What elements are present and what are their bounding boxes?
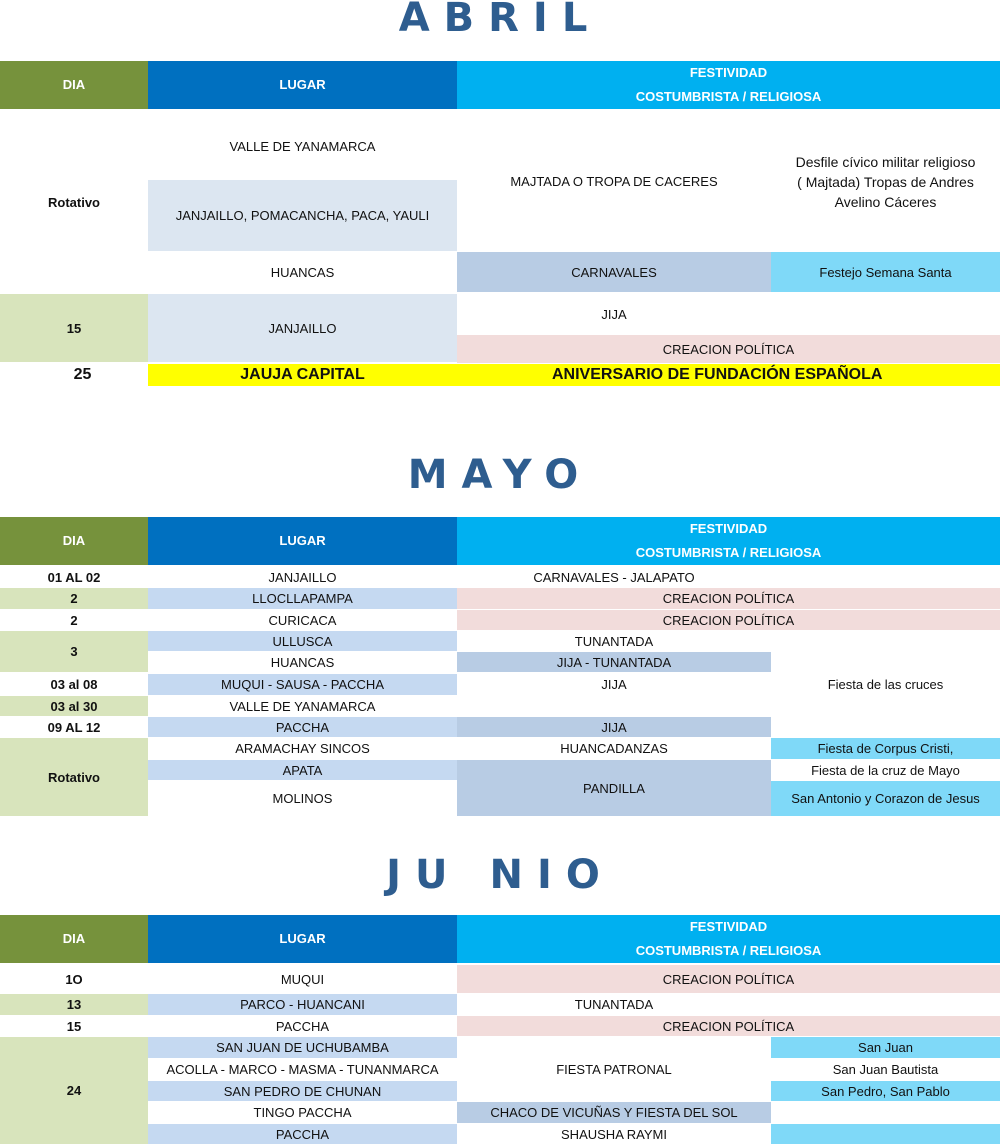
abril-janjaillo-group: JANJAILLO, POMACANCHA, PACA, YAULI <box>148 180 457 251</box>
abril-jija: JIJA <box>601 306 627 322</box>
junio-fiesta-patronal: FIESTA PATRONAL <box>556 1061 672 1077</box>
mayo-valle-yanamarca: VALLE DE YANAMARCA <box>229 698 376 714</box>
mayo-cruz-mayo: Fiesta de la cruz de Mayo <box>811 762 960 778</box>
mayo-header-festividad-line2: COSTUMBRISTA / RELIGIOSA <box>635 545 822 560</box>
mayo-san-antonio: San Antonio y Corazon de Jesus <box>771 781 1000 816</box>
mayo-creacion-1: CREACION POLÍTICA <box>457 588 1000 609</box>
mayo-carnavales-jalapato: CARNAVALES - JALAPATO <box>533 569 695 585</box>
mayo-header-festividad-line1: FESTIVIDAD <box>689 521 768 536</box>
header-lugar: LUGAR <box>148 61 457 109</box>
abril-desfile-line1: Desfile cívico militar religioso <box>795 153 976 170</box>
junio-dia-13: 13 <box>0 994 148 1015</box>
junio-chaco-vicunas: CHACO DE VICUÑAS Y FIESTA DEL SOL <box>457 1102 771 1123</box>
abril-creacion-politica: CREACION POLÍTICA <box>457 335 1000 363</box>
mayo-jija-2: JIJA <box>457 717 771 737</box>
mayo-pandilla: PANDILLA <box>457 760 771 816</box>
mayo-muqui: MUQUI - SAUSA - PACCHA <box>148 674 457 695</box>
junio-paccha-2: PACCHA <box>148 1124 457 1144</box>
month-title-abril: ABRIL <box>398 0 602 41</box>
junio-san-juan-bautista: San Juan Bautista <box>832 1062 939 1077</box>
mayo-jija-1: JIJA <box>601 677 627 692</box>
abril-dia-25: 25 <box>73 366 92 383</box>
mayo-huancadanzas: HUANCADANZAS <box>560 741 668 756</box>
abril-majtada: MAJTADA O TROPA DE CACERES <box>510 174 718 189</box>
junio-san-pedro-chunan: SAN PEDRO DE CHUNAN <box>148 1081 457 1101</box>
mayo-dia-03-08: 03 al 08 <box>50 677 98 692</box>
mayo-molinos: MOLINOS <box>272 791 333 806</box>
mayo-ullusca: ULLUSCA <box>148 631 457 651</box>
mayo-paccha: PACCHA <box>148 717 457 737</box>
mayo-apata: APATA <box>148 760 457 780</box>
abril-valle-yanamarca: VALLE DE YANAMARCA <box>229 138 376 154</box>
mayo-curicaca: CURICACA <box>268 612 337 628</box>
month-title-junio: JU NIO <box>386 852 614 898</box>
mayo-dia-09-12: 09 AL 12 <box>47 719 101 735</box>
junio-empty-cyan <box>771 1124 1000 1144</box>
abril-desfile-line3: Avelino Cáceres <box>834 193 937 210</box>
abril-rotativo: Rotativo <box>48 194 100 210</box>
abril-desfile <box>771 112 1000 251</box>
junio-dia-10: 1O <box>65 971 83 987</box>
mayo-dia-01-02: 01 AL 02 <box>47 569 101 585</box>
mayo-fiesta-cruces: Fiesta de las cruces <box>827 676 944 692</box>
junio-san-juan: San Juan <box>771 1037 1000 1058</box>
mayo-aramachay: ARAMACHAY SINCOS <box>235 741 370 756</box>
month-title-mayo: MAYO <box>407 452 593 498</box>
junio-header-festividad-line1: FESTIVIDAD <box>689 919 768 934</box>
junio-tingo-paccha: TINGO PACCHA <box>253 1105 352 1120</box>
junio-paccha-1: PACCHA <box>275 1018 330 1034</box>
mayo-jija-tunantada: JIJA - TUNANTADA <box>457 652 771 672</box>
junio-muqui: MUQUI <box>280 971 325 987</box>
abril-janjaillo: JANJAILLO <box>148 294 457 362</box>
abril-semana-santa: Festejo Semana Santa <box>771 252 1000 292</box>
junio-tunantada: TUNANTADA <box>574 997 654 1012</box>
junio-dia-24: 24 <box>0 1037 148 1144</box>
mayo-header-festividad <box>457 517 1000 565</box>
mayo-dia-2a: 2 <box>0 588 148 609</box>
mayo-header-dia: DIA <box>0 517 148 565</box>
mayo-llocllapampa: LLOCLLAPAMPA <box>148 588 457 609</box>
junio-san-pedro-pablo: San Pedro, San Pablo <box>771 1081 1000 1101</box>
mayo-janjaillo: JANJAILLO <box>268 569 337 585</box>
abril-huancas: HUANCAS <box>270 264 335 280</box>
mayo-tunantada: TUNANTADA <box>574 633 654 649</box>
mayo-dia-2b: 2 <box>70 612 78 628</box>
mayo-creacion-2: CREACION POLÍTICA <box>457 610 1000 630</box>
mayo-dia-3: 3 <box>0 631 148 672</box>
junio-header-festividad-line2: COSTUMBRISTA / RELIGIOSA <box>635 943 822 958</box>
junio-header-lugar: LUGAR <box>148 915 457 963</box>
junio-header-dia: DIA <box>0 915 148 963</box>
junio-dia-15: 15 <box>66 1018 82 1034</box>
header-festividad <box>457 61 1000 109</box>
junio-parco: PARCO - HUANCANI <box>148 994 457 1015</box>
junio-creacion-1: CREACION POLÍTICA <box>457 965 1000 993</box>
header-festividad-line2: COSTUMBRISTA / RELIGIOSA <box>635 89 822 104</box>
junio-acolla: ACOLLA - MARCO - MASMA - TUNANMARCA <box>166 1062 439 1077</box>
mayo-dia-03-30: 03 al 30 <box>0 696 148 716</box>
mayo-header-lugar: LUGAR <box>148 517 457 565</box>
junio-header-festividad <box>457 915 1000 963</box>
abril-carnavales: CARNAVALES <box>457 252 771 292</box>
header-dia: DIA <box>0 61 148 109</box>
junio-san-juan-uchubamba: SAN JUAN DE UCHUBAMBA <box>148 1037 457 1058</box>
junio-creacion-2: CREACION POLÍTICA <box>457 1016 1000 1036</box>
junio-shausha-raymi: SHAUSHA RAYMI <box>561 1126 667 1142</box>
mayo-huancas: HUANCAS <box>270 654 335 670</box>
mayo-corpus-cristi: Fiesta de Corpus Cristi, <box>771 738 1000 759</box>
mayo-rotativo: Rotativo <box>0 738 148 816</box>
header-festividad-line1: FESTIVIDAD <box>689 65 768 80</box>
abril-desfile-line2: ( Majtada) Tropas de Andres <box>797 173 974 190</box>
abril-dia-15: 15 <box>0 294 148 362</box>
abril-aniversario: ANIVERSARIO DE FUNDACIÓN ESPAÑOLA <box>457 364 1000 386</box>
abril-jauja-capital: JAUJA CAPITAL <box>148 364 457 386</box>
